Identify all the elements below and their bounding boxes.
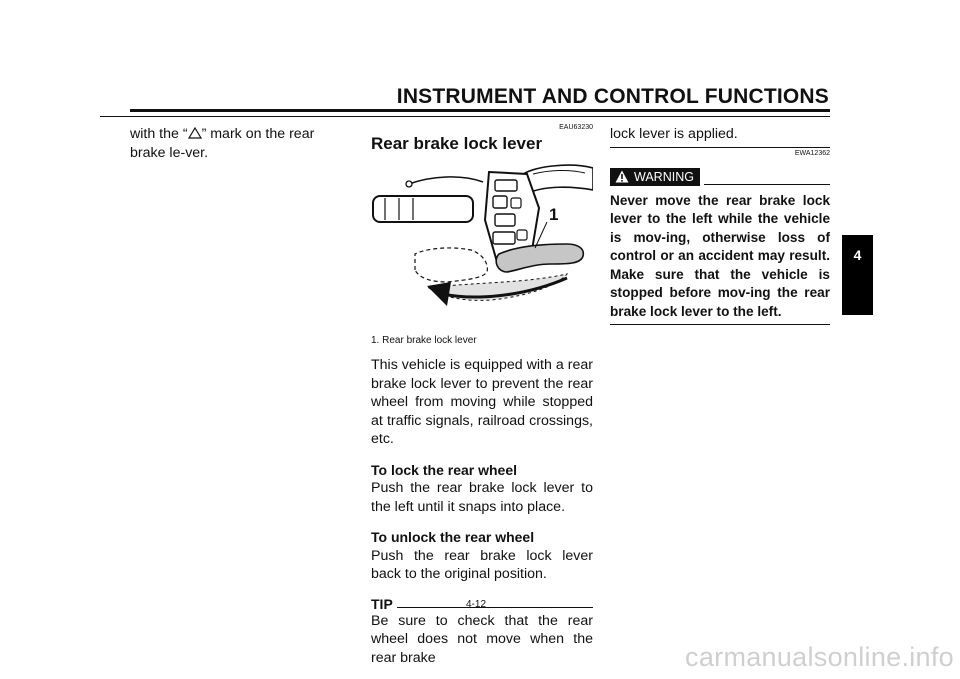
- col1-text-before: with the “: [130, 126, 188, 142]
- section-tab: [842, 235, 873, 315]
- lock-subheading: To lock the rear wheel: [371, 461, 518, 478]
- figure-callout-number: 1: [549, 205, 559, 224]
- lock-paragraph: Push the rear brake lock lever to the left until it snaps into place.: [371, 480, 593, 515]
- warning-text: Never move the rear brake lock lever to the left while the vehicle is mov-ing, otherwise loss of control or an accident may result. Make sure that the vehicle is stopped before mov-ing the rear brake lock lever to the left.: [610, 192, 830, 319]
- warning-triangle-icon: [615, 170, 629, 183]
- col1-text-after: ” mark on the rear brake le-ver.: [130, 126, 315, 161]
- rear-brake-lock-lever-figure: [371, 160, 593, 322]
- section-tab-number: 4: [853, 247, 862, 263]
- tip-label: TIP: [371, 595, 393, 612]
- triangle-mark-icon: [188, 127, 202, 139]
- section-code: EAU63230: [559, 124, 593, 131]
- unlock-subheading: To unlock the rear wheel: [371, 529, 535, 545]
- figure-caption: 1. Rear brake lock lever: [371, 335, 477, 346]
- warning-code: EWA12362: [794, 149, 830, 157]
- column-3: [610, 125, 830, 325]
- warning-header-rule: [704, 184, 830, 185]
- warning-badge: [610, 168, 700, 186]
- column-1: [130, 125, 352, 162]
- intro-paragraph: This vehicle is equipped with a rear brake lock lever to prevent the rear wheel from moving while stopped at traffic signals, railroad crossings, etc.: [371, 357, 593, 447]
- tip-paragraph: Be sure to check that the rear wheel does not move when the rear brake: [371, 612, 593, 666]
- column-2: [371, 125, 593, 667]
- header-rule-thin: [100, 116, 830, 117]
- warning-top-rule: [610, 147, 830, 148]
- continuation-text: lock lever is applied.: [610, 126, 738, 142]
- tip-rule: [397, 607, 593, 608]
- page-header-title: INSTRUMENT AND CONTROL FUNCTIONS: [396, 85, 829, 108]
- unlock-paragraph: Push the rear brake lock lever back to the original position.: [371, 547, 593, 582]
- header-rule-thick: [130, 109, 830, 112]
- watermark: carmanualsonline.info: [685, 642, 954, 672]
- page-number: 4-12: [466, 599, 487, 610]
- warning-bottom-rule: [610, 324, 830, 325]
- section-heading: Rear brake lock lever: [371, 134, 543, 153]
- warning-label: WARNING: [634, 169, 694, 184]
- warning-header: [610, 162, 830, 186]
